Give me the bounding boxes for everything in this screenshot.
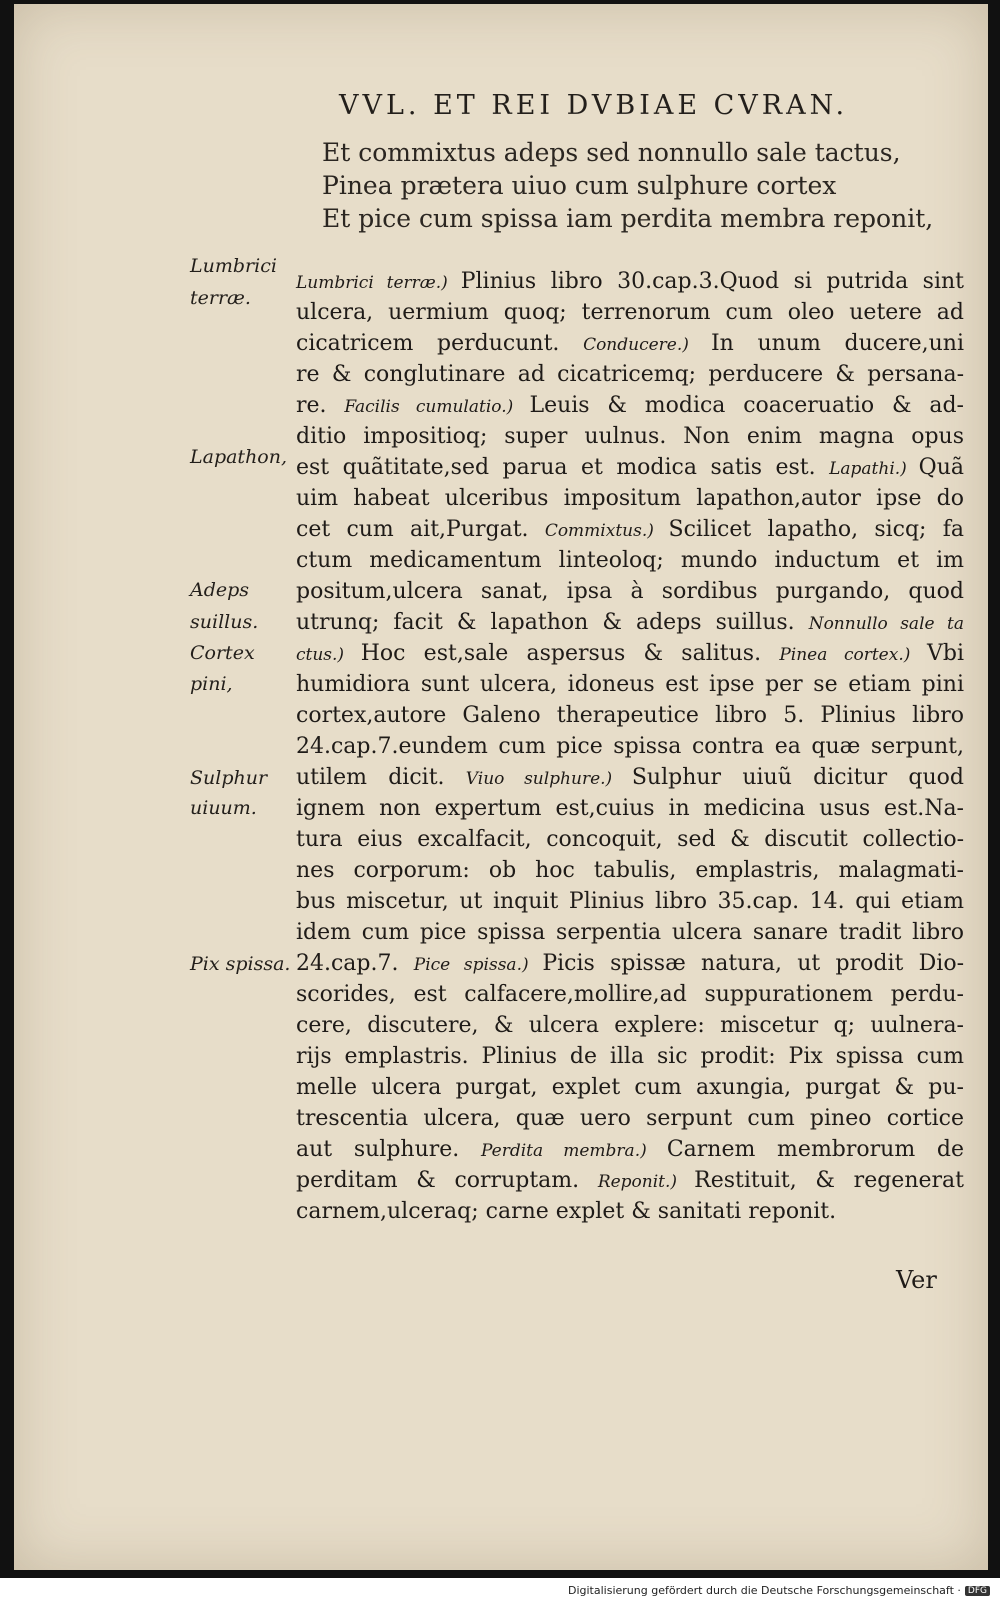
commentary-line <box>296 297 964 328</box>
commentary-segment: perditam & corruptam. <box>296 1168 598 1193</box>
lemma: Nonnullo sale ta <box>808 614 964 634</box>
commentary-line <box>296 607 964 638</box>
lemma: Commixtus.) <box>544 521 669 541</box>
commentary-line <box>296 700 964 731</box>
commentary-segment: idem cum pice spissa serpentia ulcera sanare tradit libro <box>296 920 964 945</box>
commentary-segment: carnem,ulceraq; carne explet & sanitati reponit. <box>296 1199 837 1224</box>
commentary-segment: Sulphur uiuũ dicitur quod <box>631 765 964 790</box>
commentary-segment: In unum ducere,uni <box>710 331 964 356</box>
commentary-line <box>296 824 964 855</box>
lemma: Facilis cumulatio.) <box>344 397 530 417</box>
commentary-segment: est quãtitate,sed parua et modica satis est. <box>296 455 830 480</box>
commentary-line <box>296 855 964 886</box>
margin-note: pini, <box>190 673 233 695</box>
lemma: Pice spissa.) <box>413 955 543 975</box>
lemma: Viuo sulphure.) <box>465 769 632 789</box>
commentary-segment: Plinius libro 30.cap.3.Quod si putrida sint <box>460 269 965 294</box>
margin-note: terræ. <box>190 287 251 309</box>
commentary-segment: cortex,autore Galeno therapeutice libro 5. Plinius libro <box>296 703 964 728</box>
margin-note: Adeps <box>190 579 250 601</box>
verse-line: Et commixtus adeps sed nonnullo sale tactus, <box>322 138 901 167</box>
commentary-segment: ctum medicamentum linteoloq; mundo inductum et im <box>296 548 964 573</box>
margin-note: Lumbrici <box>190 255 277 277</box>
commentary-line <box>296 731 964 762</box>
commentary-line <box>296 948 964 979</box>
commentary-line <box>296 793 964 824</box>
commentary-segment: cet cum ait,Purgat. <box>296 517 545 542</box>
commentary-segment: Vbi <box>927 641 965 666</box>
commentary-line <box>296 545 964 576</box>
commentary-line <box>296 359 964 390</box>
commentary-line <box>296 979 964 1010</box>
catchword: Ver <box>896 1266 937 1294</box>
commentary-segment: cicatricem perducunt. <box>296 331 584 356</box>
lemma: Reponit.) <box>597 1172 695 1192</box>
verse-line: Pinea prætera uiuo cum sulphure cortex <box>322 171 837 200</box>
commentary-segment: 24.cap.7. <box>296 951 414 976</box>
commentary-line <box>296 638 964 669</box>
commentary-line <box>296 1134 964 1165</box>
commentary-segment: bus miscetur, ut inquit Plinius libro 35.cap. 14. qui etiam <box>296 889 964 914</box>
commentary-segment: ulcera, uermium quoq; terrenorum cum oleo uetere ad <box>296 300 964 325</box>
commentary-segment: humidiora sunt ulcera, idoneus est ipse per se etiam pini <box>296 672 964 697</box>
lemma: Lumbrici terræ.) <box>296 273 461 293</box>
commentary-segment: cere, discutere, & ulcera explere: miscetur q; uulnera- <box>296 1013 964 1038</box>
book-page <box>14 4 988 1570</box>
commentary-line <box>296 1165 964 1196</box>
commentary-segment: Quã <box>918 455 964 480</box>
margin-note: Lapathon, <box>190 446 288 468</box>
commentary-segment: 24.cap.7.eundem cum pice spissa contra ea quæ serpunt, <box>296 734 964 759</box>
dfg-logo: DFG <box>965 1586 990 1596</box>
commentary-segment: Scilicet lapatho, sicq; fa <box>668 517 964 542</box>
commentary-line <box>296 1010 964 1041</box>
commentary-line <box>296 1196 964 1227</box>
commentary-segment: positum,ulcera sanat, ipsa à sordibus purgando, quod <box>296 579 964 604</box>
commentary-line <box>296 328 964 359</box>
commentary-segment: aut sulphure. <box>296 1137 481 1162</box>
commentary-line <box>296 1041 964 1072</box>
commentary-segment: melle ulcera purgat, explet cum axungia, purgat & pu- <box>296 1075 964 1100</box>
margin-note: Cortex <box>190 642 255 664</box>
lemma: ctus.) <box>296 645 361 665</box>
commentary-segment: utilem dicit. <box>296 765 466 790</box>
lemma: Perdita membra.) <box>480 1141 667 1161</box>
commentary-line <box>296 669 964 700</box>
verse-block <box>322 136 962 235</box>
commentary-segment: ditio impositioq; super uulnus. Non enim magna opus <box>296 424 964 449</box>
commentary-segment: ignem non expertum est,cuius in medicina usus est.Na- <box>296 796 964 821</box>
margin-note: Pix spissa. <box>190 953 291 975</box>
commentary-line <box>296 886 964 917</box>
commentary-segment: rijs emplastris. Plinius de illa sic prodit: Pix spissa cum <box>296 1044 964 1069</box>
margin-note: uiuum. <box>190 797 257 819</box>
margin-note: suillus. <box>190 611 259 633</box>
lemma: Conducere.) <box>583 335 711 355</box>
commentary-line <box>296 917 964 948</box>
running-head: VVL. ET REI DVBIAE CVRAN. <box>339 90 849 121</box>
commentary-segment: re & conglutinare ad cicatricemq; perducere & persana- <box>296 362 964 387</box>
commentary-segment: tura eius excalfacit, concoquit, sed & discutit collectio- <box>296 827 964 852</box>
commentary-segment: re. <box>296 393 345 418</box>
commentary-segment: utrunq; facit & lapathon & adeps suillus. <box>296 610 809 635</box>
commentary-line <box>296 390 964 421</box>
commentary-segment: Carnem membrorum de <box>666 1137 964 1162</box>
commentary-segment: trescentia ulcera, quæ uero serpunt cum pineo cortice <box>296 1106 964 1131</box>
commentary-line <box>296 1072 964 1103</box>
commentary-segment: Picis spissæ natura, ut prodit Dio- <box>542 951 964 976</box>
commentary-segment: uim habeat ulceribus impositum lapathon,autor ipse do <box>296 486 964 511</box>
commentary-segment: scorides, est calfacere,mollire,ad suppurationem perdu- <box>296 982 964 1007</box>
verse-line: Et pice cum spissa iam perdita membra reponit, <box>322 204 934 233</box>
commentary-line <box>296 576 964 607</box>
commentary-segment: nes corporum: ob hoc tabulis, emplastris, malagmati- <box>296 858 964 883</box>
commentary-line <box>296 1103 964 1134</box>
commentary-text <box>296 266 964 1227</box>
commentary-line <box>296 762 964 793</box>
commentary-line <box>296 483 964 514</box>
commentary-line <box>296 421 964 452</box>
commentary-segment: Restituit, & regenerat <box>694 1168 964 1193</box>
commentary-segment: Hoc est,sale aspersus & salitus. <box>360 641 780 666</box>
commentary-line <box>296 514 964 545</box>
margin-note: Sulphur <box>190 767 268 789</box>
lemma: Pinea cortex.) <box>779 645 927 665</box>
commentary-line <box>296 452 964 483</box>
lemma: Lapathi.) <box>829 459 919 479</box>
footer-text: Digitalisierung gefördert durch die Deutsche Forschungsgemeinschaft · <box>567 1584 961 1597</box>
commentary-line <box>296 266 964 297</box>
commentary-segment: Leuis & modica coaceruatio & ad- <box>529 393 964 418</box>
digitization-footer <box>568 1584 990 1597</box>
